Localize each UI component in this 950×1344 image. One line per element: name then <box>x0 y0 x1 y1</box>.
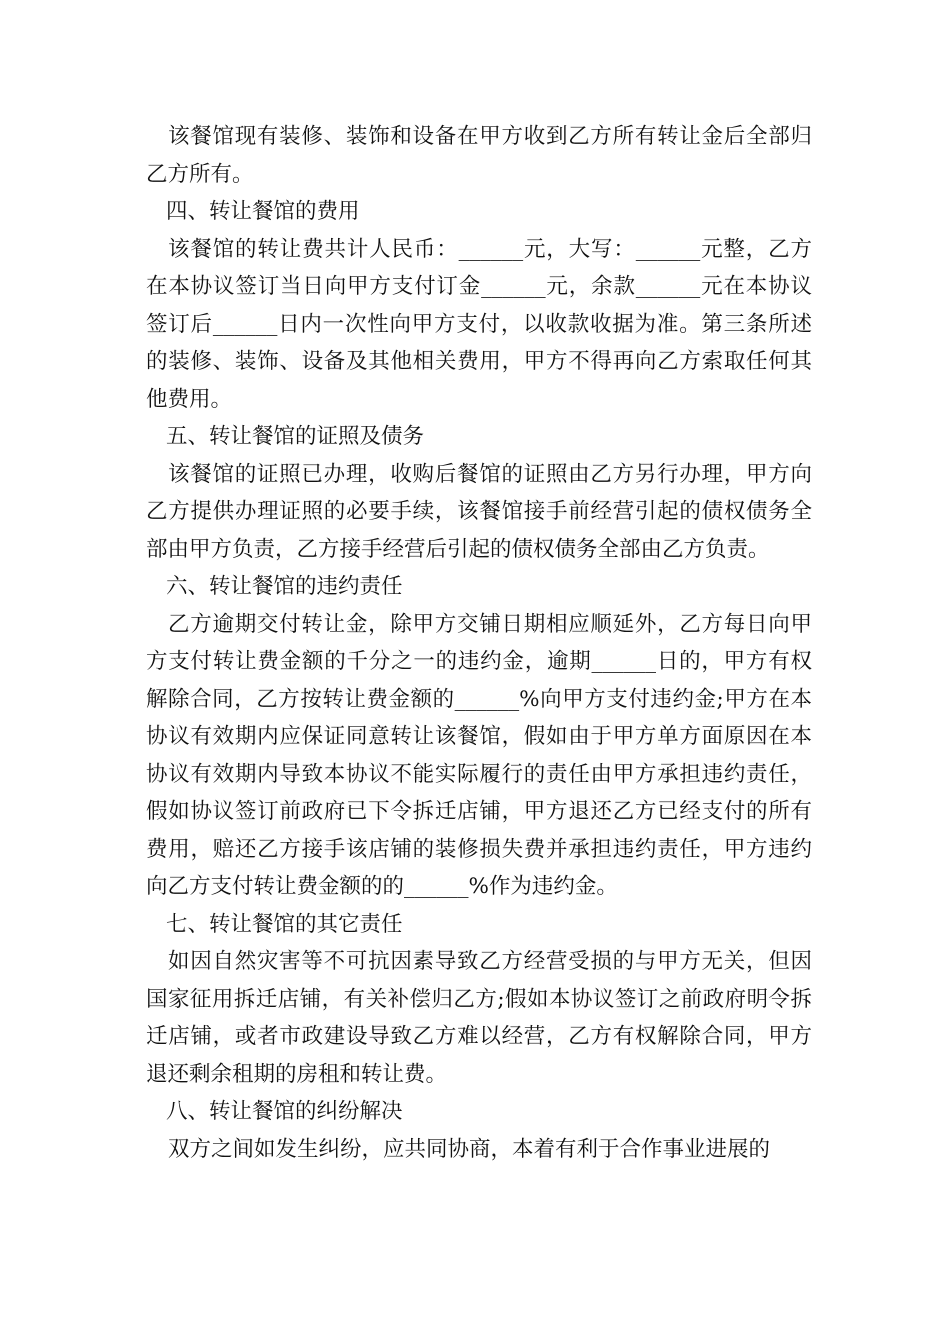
paragraph-breach-liability: 乙方逾期交付转让金，除甲方交铺日期相应顺延外，乙方每日向甲方支付转让费金额的千分之一的违约金，逾期______日的，甲方有权解除合同，乙方按转让费金额的______%向甲方支付违约金;甲方在本协议有效期内应保证同意转让该餐馆，假如由于甲方单方面原因在本协议有效期内导致本协议不能实际履行的责任由甲方承担违约责任，假如协议签订前政府已下令拆迁店铺，甲方退还乙方已经支付的所有费用，赔还乙方接手该店铺的装修损失费并承担违约责任，甲方违约向乙方支付转让费金额的的______%作为违约金。 <box>146 611 812 899</box>
section-heading-7-other-liability: 七、转让餐馆的其它责任 <box>166 911 403 937</box>
section-heading-5-licenses-debts: 五、转让餐馆的证照及债务 <box>166 424 425 449</box>
paragraph-decoration-ownership: 该餐馆现有装修、装饰和设备在甲方收到乙方所有转让金后全部归乙方所有。 <box>146 124 812 187</box>
section-heading-8-disputes: 八、转让餐馆的纠纷解决 <box>166 1099 403 1124</box>
paragraph-other-liability: 如因自然灾害等不可抗因素导致乙方经营受损的与甲方无关，但因国家征用拆迁店铺，有关补偿归乙方;假如本协议签订之前政府明令拆迁店铺，或者市政建设导致乙方难以经营，乙方有权解除合同，甲方退还剩余租期的房租和转让费。 <box>146 949 812 1087</box>
document-body <box>146 118 812 1168</box>
section-heading-4-fees: 四、转让餐馆的费用 <box>166 199 360 224</box>
paragraph-dispute-resolution: 双方之间如发生纠纷，应共同协商，本着有利于合作事业进展的 <box>168 1136 771 1162</box>
paragraph-transfer-fees: 该餐馆的转让费共计人民币：______元，大写：______元整，乙方在本协议签订当日向甲方支付订金______元，余款______元在本协议签订后______日内一次性向甲方支付，以收款收据为准。第三条所述的装修、装饰、设备及其他相关费用，甲方不得再向乙方索取任何其他费用。 <box>146 236 812 412</box>
paragraph-licenses-debts: 该餐馆的证照已办理，收购后餐馆的证照由乙方另行办理，甲方向乙方提供办理证照的必要手续，该餐馆接手前经营引起的债权债务全部由甲方负责，乙方接手经营后引起的债权债务全部由乙方负责。 <box>146 461 812 562</box>
section-heading-6-breach: 六、转让餐馆的违约责任 <box>166 574 403 599</box>
